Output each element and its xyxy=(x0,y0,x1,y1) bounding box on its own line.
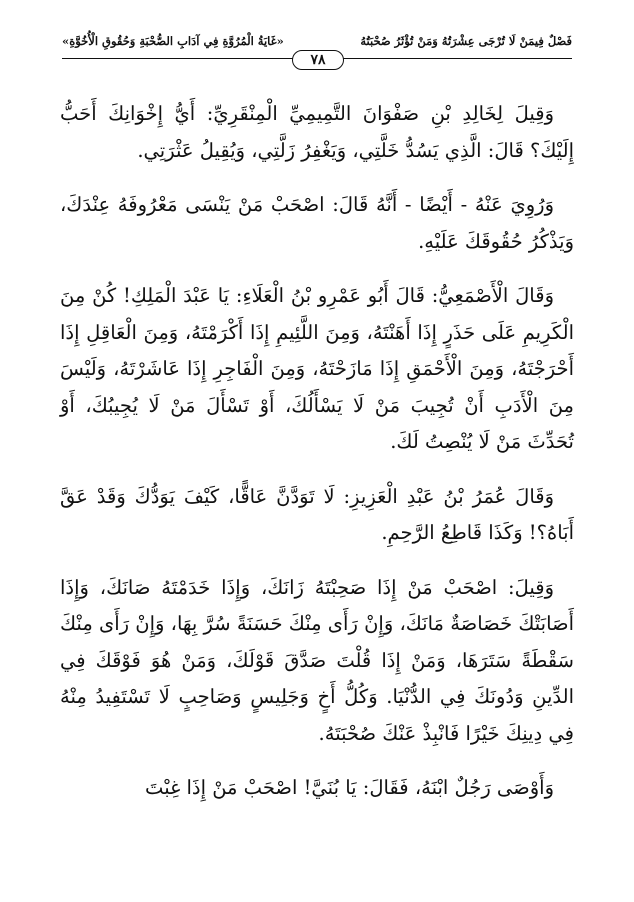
page-body xyxy=(60,96,574,825)
paragraph-1: وَقِيلَ لِخَالِدِ بْنِ صَفْوَانَ التَّمِيمِيِّ الْمِنْقَرِيِّ: أَيُّ إِخْوَانِكَ أَحَبُّ إِلَيْكَ؟ قَالَ: الَّذِي يَسُدُّ خَلَّتِي، وَيَغْفِرُ زَلَّتِي، وَيُقِيلُ عَثْرَتِي. xyxy=(60,102,574,162)
header-book-title: «غَايَةُ الْمُرُوَّةِ فِي آدَابِ الصُّحْبَةِ وَحُقُوقِ الْأُخُوَّةِ» xyxy=(62,34,284,48)
paragraph-6: وَأَوْصَى رَجُلٌ ابْنَهُ، فَقَالَ: يَا بُنَيَّ! اصْحَبْ مَنْ إِذَا غِبْتَ xyxy=(145,776,554,799)
running-header xyxy=(62,30,572,52)
page-number: ٧٨ xyxy=(292,50,344,70)
paragraph-4: وَقَالَ عُمَرُ بْنُ عَبْدِ الْعَزِيزِ: لَا تَوَدَّنَّ عَاقًّا، كَيْفَ يَوَدُّكَ وَقَدْ عَقَّ أَبَاهُ؟! وَكَذَا قَاطِعُ الرَّحِمِ. xyxy=(60,484,574,544)
header-chapter-title: فَصْلٌ فِيمَنْ لَا تُرْجَى عِشْرَتُهُ وَمَنْ تُؤْثَرُ صُحْبَتُهُ xyxy=(360,34,572,48)
paragraph-2: وَرُوِيَ عَنْهُ - أَيْضًا - أَنَّهُ قَالَ: اصْحَبْ مَنْ يَنْسَى مَعْرُوفَهُ عِنْدَكَ، وَيَذْكُرُ حُقُوقَكَ عَلَيْهِ. xyxy=(60,193,574,253)
paragraph-3: وَقَالَ الْأَصْمَعِيُّ: قَالَ أَبُو عَمْرِو بْنُ الْعَلَاءِ: يَا عَبْدَ الْمَلِكِ! كُنْ مِنَ الْكَرِيمِ عَلَى حَذَرٍ إِذَا أَهَنْتَهُ، وَمِنَ اللَّئِيمِ إِذَا أَكْرَمْتَهُ، وَمِنَ الْعَاقِلِ إِذَا أَحْرَجْتَهُ، وَمِنَ الْأَحْمَقِ إِذَا مَازَحْتَهُ، وَمِنَ الْفَاجِرِ إِذَا عَاشَرْتَهُ، وَلَيْسَ مِنَ الْأَدَبِ أَنْ تُجِيبَ مَنْ لَا يَسْأَلُكَ، أَوْ تَسْأَلَ مَنْ لَا يُجِيبُكَ، أَوْ تُحَدِّثَ مَنْ لَا يُنْصِتُ لَكَ. xyxy=(60,284,574,453)
paragraph-5: وَقِيلَ: اصْحَبْ مَنْ إِذَا صَحِبْتَهُ زَانَكَ، وَإِذَا خَدَمْتَهُ صَانَكَ، وَإِذَا أَصَابَتْكَ خَصَاصَةٌ مَانَكَ، وَإِنْ رَأَى مِنْكَ حَسَنَةً سُرَّ بِهَا، وَإِنْ رَأَى مِنْكَ سَقْطَةً سَتَرَهَا، وَمَنْ إِذَا قُلْتَ صَدَّقَ قَوْلَكَ، وَمَنْ هُوَ فَوْقَكَ فِي الدِّينِ وَدُونَكَ فِي الدُّنْيَا. وَكُلُّ أَخٍ وَجَلِيسٍ وَصَاحِبٍ لَا تَسْتَفِيدُ مِنْهُ فِي دِينِكَ خَيْرًا فَانْبِذْ عَنْكَ صُحْبَتَهُ. xyxy=(60,575,574,745)
